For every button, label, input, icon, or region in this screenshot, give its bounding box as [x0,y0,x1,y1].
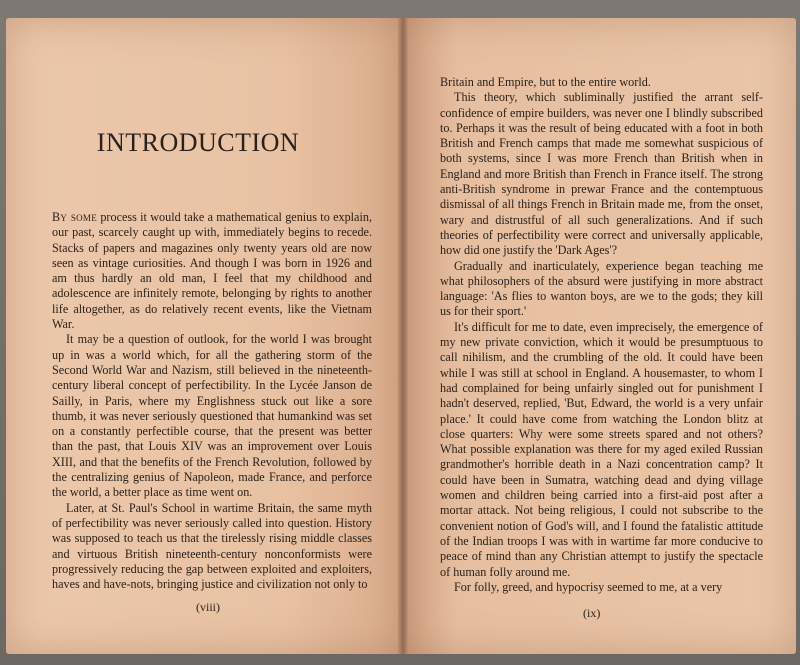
paragraph: Britain and Empire, but to the entire world. [440,75,651,89]
left-page-text [52,210,372,592]
paragraph-text: process it would take a mathematical genius to explain, our past, scarcely caught up with, immediately begins to recede. Stacks of papers and magazines only twenty years old are now seen as vintage curiosities. And though I was born in 1926 and am thus hardly an old man, I feel that my childhood and adolescence are infinitely remote, belonging by rights to another life altogether, as do relatively recent events, like the Vietnam War. [52,210,372,332]
paragraph [52,210,372,332]
book-gutter [398,18,408,654]
paragraph: It may be a question of outlook, for the world I was brought up in was a world which, for all the gathering storm of the Second World War and Nazism, still believed in the nineteenth-century liberal concept of perfectibility. In the Lycée Janson de Sailly, in Paris, where my Englishness stuck out like a sore thumb, it was never seriously questioned that humankind was set on a constantly perfectible course, that the present was better than the past, that Louis XIV was an improvement over Louis XIII, and that the benefits of the French Revolution, followed by the centralizing genius of Napoleon, made France, and perforce the world, a better place as time went on. [52,332,372,500]
page-number-left: (viii) [196,600,220,614]
right-page-text [440,75,763,595]
paragraph: Later, at St. Paul's School in wartime Britain, the same myth of perfectibility was never seriously called into question. History was supposed to teach us that the tirelessly rising middle classes and virtuous British nineteenth-century nonconformists were progressively reducing the gap between exploited and exploiters, haves and have-nots, bringing justice and civilization not only to [52,500,372,592]
chapter-heading: INTRODUCTION [96,128,300,157]
paragraph: For folly, greed, and hypocrisy seemed to me, at a very [454,579,723,594]
lead-in: By some [52,210,98,224]
paragraph: This theory, which subliminally justified the arrant self-confidence of empire builders, was never one I blindly subscribed to. Perhaps it was the result of being educated with a foot in both British and French camps that made me somewhat suspicious of both systems, since I was more French than British when in England and more British than French in France itself. The strong anti-British syndrome in prewar France and the contemptuous dismissal of all things French in Britain made me, from the onset, wary and distrustful of all such generalizations. And if such theories of perfectibility were correct and universally applicable, how did one justify the 'Dark Ages'? [440,90,763,258]
paragraph: It's difficult for me to date, even imprecisely, the emergence of my new private conviction, which it would be presumptuous to call nihilism, and the crumbling of the old. It could have been while I was still at school in England. A housemaster, to whom I had complained for being unfairly singled out for punishment I hadn't deserved, replied, 'But, Edward, the world is a very unfair place.' It could have come from watching the London blitz at close quarters: Why were some streets spared and not others? What possible explanation was there for my aged exiled Russian grandmother's horrible death in a Nazi concentration camp? It could have been in Sumatra, watching dead and dying village women and children being carried into a first-aid post after a mortar attack. Not being religious, I could not subscribe to the convenient notion of God's will, and I found the fatalistic attitude of the Indian troops I was with in wartime far more conducive to peace of mind than any Christian attempt to justify the spectacle of human folly around me. [440,319,763,579]
paragraph: Gradually and inarticulately, experience began teaching me what philosophers of the absurd were justifying in more abstract language: 'As flies to wanton boys, are we to the gods; they kill us for their sport.' [440,258,763,319]
page-number-right: (ix) [583,606,601,620]
